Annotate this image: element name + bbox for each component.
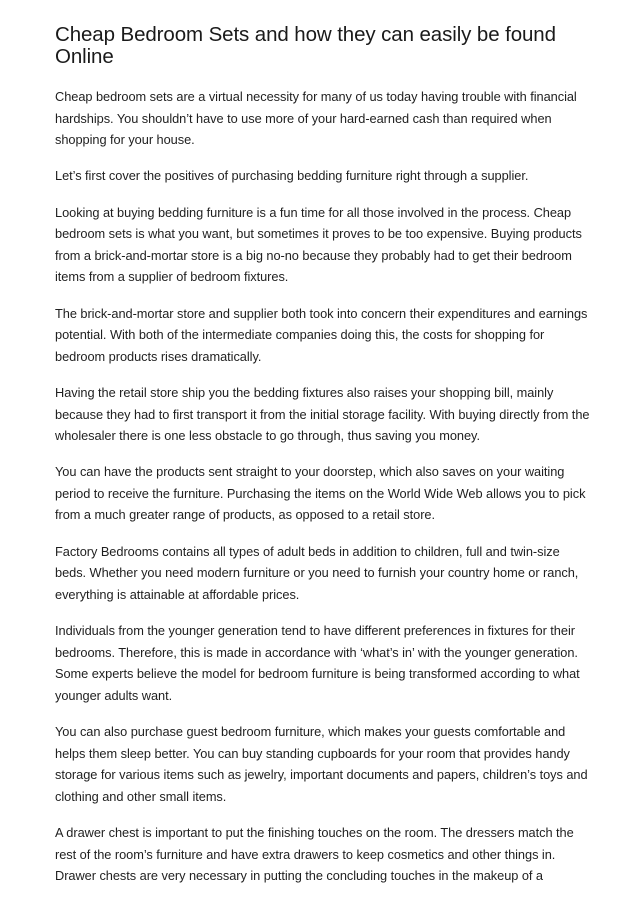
paragraph-1: Cheap bedroom sets are a virtual necessity for many of us today having trouble with financial hardships. You shouldn’t have to use more of your hard-earned cash than required when shopping for your house. (55, 89, 577, 148)
paragraph-2: Let’s first cover the positives of purchasing bedding furniture right through a supplier. (55, 168, 529, 184)
paragraph-9: You can also purchase guest bedroom furniture, which makes your guests comfortable and helps them sleep better. You can buy standing cupboards for your room that provides handy storage for various items such as jewelry, important documents and papers, children’s toys and clothing and other small items. (55, 724, 588, 804)
paragraph-5: Having the retail store ship you the bedding fixtures also raises your shopping bill, mainly because they had to first transport it from the initial storage facility. With buying directly from the wholesaler there is one less obstacle to go through, thus saving you money. (55, 384, 590, 444)
paragraph-8: Individuals from the younger generation tend to have different preferences in fixtures for their bedrooms. Therefore, this is made in accordance with ‘what’s in’ with the younger generation. Some experts believe the model for bedroom furniture is being transformed according to what younger adults want. (55, 623, 580, 703)
document-page (55, 24, 591, 901)
paragraph-6: You can have the products sent straight to your doorstep, which also saves on your waiting period to receive the furniture. Purchasing the items on the World Wide Web allows you to pick from a much greater range of products, as opposed to a retail store. (55, 464, 586, 523)
paragraph-10: A drawer chest is important to put the finishing touches on the room. The dressers match the rest of the room’s furniture and have extra drawers to keep cosmetics and other things in. Drawer chests are very necessary in putting the concluding touches in the makeup of a (55, 824, 574, 884)
paragraph-3: Looking at buying bedding furniture is a fun time for all those involved in the process. Cheap bedroom sets is what you want, but sometimes it proves to be too expensive. Buying products from a brick-and-mortar store is a big no-no because they probably had to get their bedroom items from a supplier of bedroom fixtures. (55, 204, 582, 285)
paragraph-4: The brick-and-mortar store and supplier both took into concern their expenditures and earnings potential. With both of the intermediate companies doing this, the costs for shopping for bedroom products rises dramatically. (55, 305, 588, 364)
document-title: Cheap Bedroom Sets and how they can easily be found Online (55, 23, 556, 68)
paragraph-7: Factory Bedrooms contains all types of adult beds in addition to children, full and twin-size beds. Whether you need modern furniture or you need to furnish your country home or ranch, everything is attainable at affordable prices. (55, 543, 579, 602)
